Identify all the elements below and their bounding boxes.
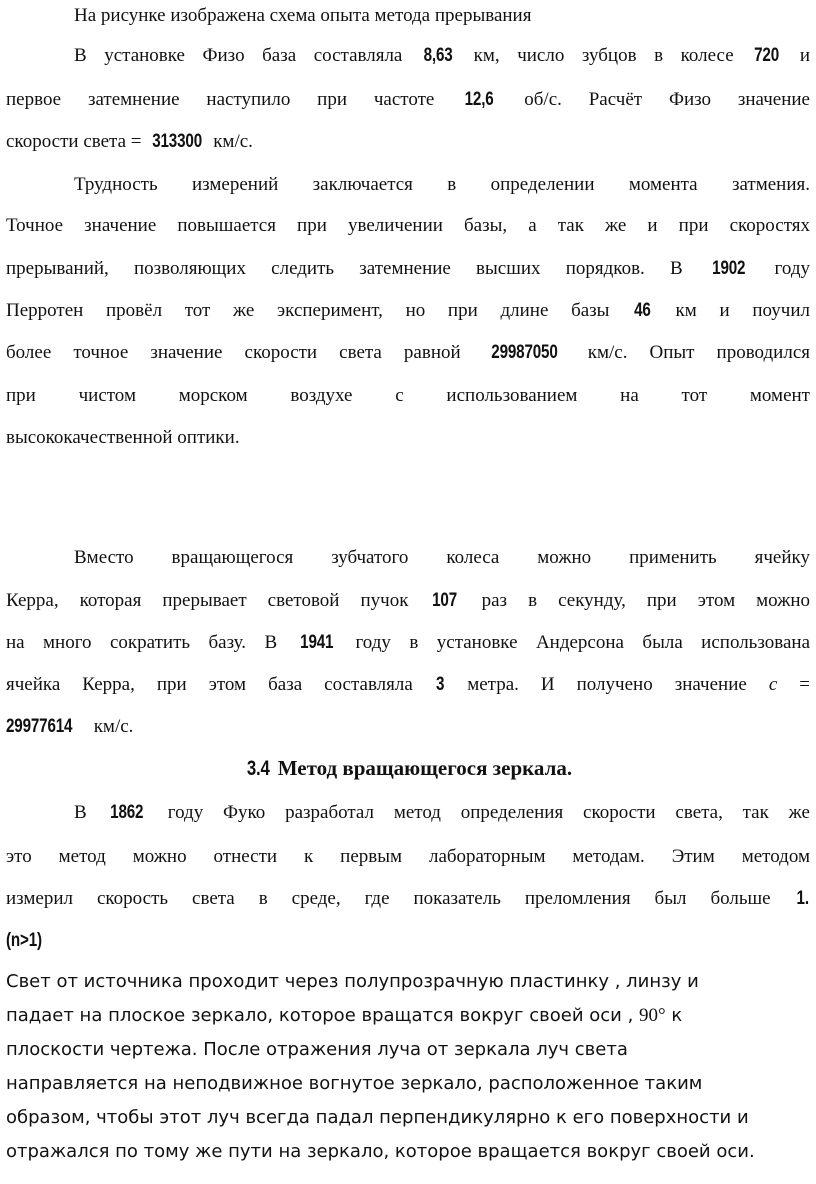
value-n-condition: (n>1) xyxy=(6,930,42,951)
value-rate: 107 xyxy=(432,590,458,611)
text: это метод можно отнести к первым лабораторным методам. Этим методом xyxy=(6,846,810,867)
text: первое затемнение наступило при частоте xyxy=(6,89,462,110)
text: Трудность измерений заключается в определении момента затмения. xyxy=(74,174,810,195)
text: на много сократить базу. В xyxy=(6,632,296,653)
text: отражался по тому же пути на зеркало, которое вращается вокруг своей оси. xyxy=(6,1141,755,1162)
text-line xyxy=(74,44,810,68)
text-line xyxy=(6,130,810,154)
text: На рисунке изображена схема опыта метода прерывания xyxy=(74,5,532,26)
text: году Фуко разработал метод определения скорости света, так же xyxy=(147,802,810,823)
text-line xyxy=(74,173,810,197)
text: образом, чтобы этот луч всегда падал перпендикулярно к его поверхности и xyxy=(6,1107,749,1128)
text: км/с. xyxy=(208,131,253,152)
text: скорости света xyxy=(6,131,131,152)
text: км, число зубцов в колесе xyxy=(456,45,752,66)
text: Свет от источника проходит через полупрозрачную пластинку , линзу и xyxy=(6,971,699,992)
text: км и поучил xyxy=(652,300,810,321)
text-line xyxy=(6,1140,796,1164)
section-heading xyxy=(0,756,816,781)
text: км/с. Опыт проводился xyxy=(565,342,810,363)
value-year: 1902 xyxy=(712,258,746,279)
value-frequency: 12,6 xyxy=(464,89,494,110)
text: году xyxy=(749,258,810,279)
value-speed: 29977614 xyxy=(6,716,73,737)
text: году в установке Андерсона была использована xyxy=(337,632,810,653)
text: Перротен провёл тот же эксперимент, но при длине базы xyxy=(6,300,633,321)
text: метра. И получено значение xyxy=(445,674,769,695)
value-angle: 90° xyxy=(639,1005,666,1026)
value-year: 1862 xyxy=(110,802,144,823)
text-line xyxy=(6,341,810,365)
text-line xyxy=(6,257,810,281)
text-line xyxy=(6,214,810,238)
text: Керра, которая прерывает световой пучок xyxy=(6,590,430,611)
text-line xyxy=(6,589,810,613)
text-line xyxy=(74,801,810,825)
text: при чистом морском воздухе с использованием на тот момент xyxy=(6,385,810,406)
text-line xyxy=(6,1004,796,1028)
equals-sign: = xyxy=(130,131,142,152)
text: более точное значение скорости света равной xyxy=(6,342,483,363)
text-line xyxy=(6,1072,796,1096)
text: Вместо вращающегося зубчатого колеса можно применить ячейку xyxy=(74,547,810,568)
text-line xyxy=(6,673,810,697)
text: и xyxy=(782,45,810,66)
text-line xyxy=(74,4,810,28)
text: падает на плоское зеркало, которое вращатся вокруг своей оси , xyxy=(6,1005,640,1026)
text-line xyxy=(6,1106,796,1130)
text-line xyxy=(6,715,810,739)
text: к xyxy=(665,1005,683,1026)
text-line xyxy=(74,546,810,570)
value-year: 1941 xyxy=(299,632,333,653)
text: Точное значение повышается при увеличении базы, а так же и при скоростях xyxy=(6,215,810,236)
text: высококачественной оптики. xyxy=(6,427,240,448)
text-line xyxy=(6,1038,796,1062)
text-line xyxy=(6,88,810,112)
text: раз в секунду, при этом можно xyxy=(460,590,810,611)
text-line xyxy=(6,929,810,953)
value-teeth: 720 xyxy=(754,45,780,66)
text-line xyxy=(6,426,810,450)
value-speed: 313300 xyxy=(152,131,203,152)
text: = xyxy=(777,674,810,695)
text: направляется на неподвижное вогнутое зеркало, расположенное таким xyxy=(6,1073,703,1094)
text: плоскости чертежа. После отражения луча от зеркала луч света xyxy=(6,1039,628,1060)
value-n: 1. xyxy=(796,888,809,909)
text: измерил скорость света в среде, где показатель преломления был больше xyxy=(6,888,795,909)
text: ячейка Керра, при этом база составляла xyxy=(6,674,435,695)
text-line xyxy=(6,384,810,408)
value-base: 46 xyxy=(634,300,651,321)
section-number: 3.4 xyxy=(246,757,270,780)
section-title: Метод вращающегося зеркала. xyxy=(272,756,573,780)
text: прерываний, позволяющих следить затемнение высших порядков. В xyxy=(6,258,708,279)
text-line xyxy=(6,845,810,869)
symbol-c: c xyxy=(768,674,778,695)
value-base: 3 xyxy=(435,674,445,695)
text-line xyxy=(6,970,796,994)
text-line xyxy=(6,299,810,323)
text-line xyxy=(6,887,810,911)
text: В установке Физо база составляла xyxy=(74,45,420,66)
text: об/с. Расчёт Физо значение xyxy=(497,89,810,110)
value-base: 8,63 xyxy=(423,45,453,66)
value-speed: 29987050 xyxy=(491,342,558,363)
text: км/с. xyxy=(88,716,134,737)
text: В xyxy=(74,802,107,823)
text-line xyxy=(6,631,810,655)
